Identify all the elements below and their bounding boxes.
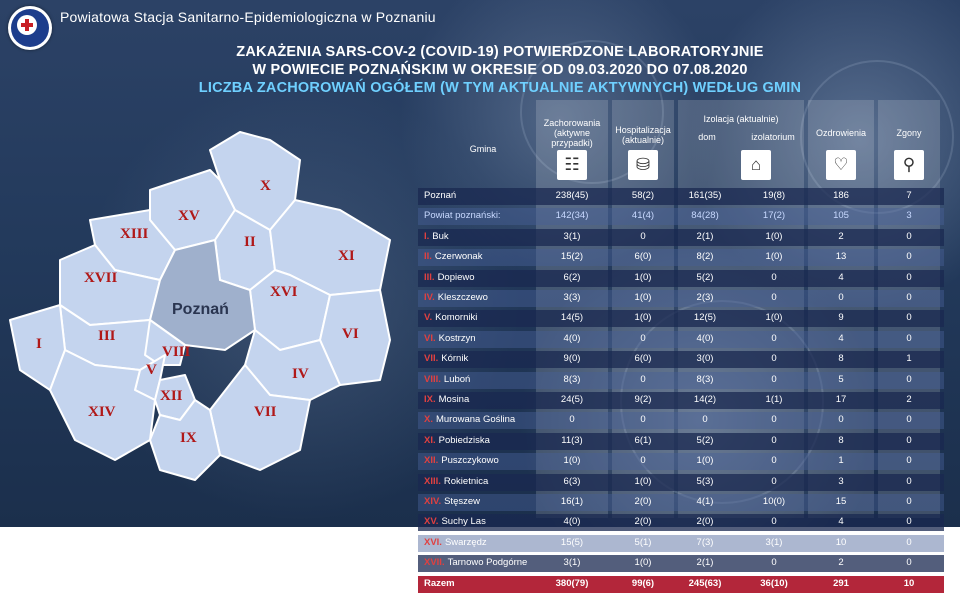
roman-numeral: VIII. [424, 373, 441, 385]
value-cell-o: 2 [838, 557, 844, 569]
value-cell-i: 0 [771, 414, 777, 426]
title-line-3: LICZBA ZACHOROWAŃ OGÓŁEM (W TYM AKTUALNIE AKTYWNYCH) WEDŁUG GMIN [198, 80, 802, 96]
roman-numeral: XII. [424, 455, 439, 467]
roman-numeral: XI. [424, 434, 436, 446]
roman-numeral: II. [424, 251, 432, 263]
gmina-cell [424, 455, 499, 466]
table-row [418, 514, 944, 531]
value-cell-h: 0 [640, 414, 646, 426]
value-cell-z: 15(2) [560, 251, 584, 263]
value-cell-zg: 0 [906, 536, 912, 548]
value-cell-h: 0 [640, 230, 646, 242]
value-cell-zg: 0 [906, 455, 912, 467]
house-icon: ⌂ [741, 150, 771, 180]
gmina-name: Buk [432, 230, 449, 242]
roman-numeral: XVI. [424, 536, 442, 548]
value-cell-o: 291 [833, 577, 849, 589]
table-row [418, 474, 944, 491]
value-cell-zg: 1 [906, 353, 912, 365]
value-cell-d: 12(5) [693, 312, 717, 324]
value-cell-i: 1(0) [765, 251, 783, 263]
table-row [418, 453, 944, 470]
gmina-cell [424, 272, 475, 283]
title-line-1: ZAKAŻENIA SARS-COV-2 (COVID-19) POTWIERDZONE LABORATORYJNIE [236, 44, 764, 60]
map-label-VI: VI [342, 326, 359, 342]
value-cell-zg: 0 [906, 373, 912, 385]
value-cell-d: 5(3) [696, 475, 714, 487]
value-cell-d: 2(1) [696, 557, 714, 569]
value-cell-d: 0 [702, 414, 708, 426]
value-cell-h: 0 [640, 455, 646, 467]
header-izolacja: Izolacja (aktualnie) [703, 114, 779, 124]
value-cell-zg: 2 [906, 394, 912, 405]
value-cell-h: 1(0) [634, 292, 652, 303]
value-cell-zg: 7 [906, 190, 912, 201]
value-cell-i: 19(8) [762, 190, 786, 201]
gmina-name: Dopiewo [437, 271, 475, 283]
table-row [418, 392, 944, 409]
value-cell-h: 6(1) [634, 434, 652, 446]
value-cell-h: 2(0) [634, 516, 652, 528]
gmina-cell [424, 312, 477, 323]
value-cell-o: 2 [838, 230, 844, 242]
value-cell-i: 0 [771, 353, 777, 365]
value-cell-i: 10(0) [762, 496, 786, 507]
map-label-poznan: Poznań [172, 301, 229, 318]
value-cell-d: 3(0) [696, 353, 714, 365]
value-cell-z: 6(3) [563, 475, 581, 487]
table-row [418, 351, 944, 368]
header-zachorowania: Zachorowania (aktywne przypadki) [543, 118, 601, 148]
value-cell-h: 1(0) [634, 557, 652, 569]
value-cell-h: 99(6) [631, 577, 655, 589]
value-cell-i: 1(0) [765, 230, 783, 242]
value-cell-zg: 10 [903, 577, 915, 589]
value-cell-o: 1 [838, 455, 844, 467]
value-cell-z: 3(1) [563, 557, 581, 569]
value-cell-z: 9(0) [563, 353, 581, 365]
value-cell-z: 0 [569, 414, 575, 426]
table-row [418, 331, 944, 348]
statistics-table [418, 100, 944, 589]
gmina-name: Powiat poznański: [424, 210, 501, 222]
gmina-cell [424, 476, 488, 487]
gmina-name: Murowana Goślina [435, 414, 516, 426]
value-cell-d: 8(3) [696, 373, 714, 385]
value-cell-o: 4 [838, 516, 844, 528]
value-cell-zg: 0 [906, 414, 912, 426]
map-label-X: X [260, 178, 271, 194]
value-cell-z: 1(0) [563, 455, 581, 467]
value-cell-z: 14(5) [560, 312, 584, 324]
value-cell-h: 2(0) [634, 496, 652, 507]
map-label-XIV: XIV [88, 404, 116, 420]
value-cell-o: 4 [838, 332, 844, 344]
gmina-name: Swarzędz [444, 536, 487, 548]
value-cell-o: 10 [835, 536, 847, 548]
gmina-cell [424, 435, 490, 446]
value-cell-zg: 0 [906, 271, 912, 283]
value-cell-o: 186 [833, 190, 849, 201]
title-line-2: W POWIECIE POZNAŃSKIM W OKRESIE OD 09.03.2020 DO 07.08.2020 [252, 62, 748, 78]
value-cell-z: 8(3) [563, 373, 581, 385]
gmina-name: Stęszew [444, 496, 480, 507]
value-cell-d: 8(2) [696, 251, 714, 263]
value-cell-z: 4(0) [563, 516, 581, 528]
value-cell-i: 0 [771, 271, 777, 283]
value-cell-zg: 0 [906, 332, 912, 344]
value-cell-d: 4(0) [696, 332, 714, 344]
value-cell-o: 17 [835, 394, 847, 405]
organization-name: Powiatowa Stacja Sanitarno-Epidemiologiczna w Poznaniu [60, 9, 436, 25]
map-label-XVI: XVI [270, 284, 298, 300]
gmina-cell [424, 537, 487, 548]
value-cell-z: 142(34) [555, 210, 589, 222]
gmina-cell [424, 516, 486, 527]
bed-icon: ⛁ [628, 150, 658, 180]
roman-numeral: VI. [424, 332, 436, 344]
gmina-name: Luboń [443, 373, 471, 385]
value-cell-h: 0 [640, 373, 646, 385]
roman-numeral: X. [424, 414, 433, 426]
value-cell-d: 7(3) [696, 536, 714, 548]
value-cell-zg: 0 [906, 516, 912, 528]
map-label-V: V [146, 362, 157, 378]
value-cell-d: 245(63) [688, 577, 722, 589]
gmina-name: Kostrzyn [438, 332, 476, 344]
value-cell-i: 3(1) [765, 536, 783, 548]
value-cell-h: 1(0) [634, 271, 652, 283]
value-cell-d: 2(1) [696, 230, 714, 242]
gmina-name: Razem [424, 577, 455, 589]
value-cell-z: 3(1) [563, 230, 581, 242]
value-cell-o: 0 [838, 414, 844, 426]
value-cell-h: 1(0) [634, 475, 652, 487]
gmina-name: Kleszczewo [437, 292, 488, 303]
value-cell-zg: 0 [906, 251, 912, 263]
value-cell-o: 4 [838, 271, 844, 283]
value-cell-i: 1(0) [765, 312, 783, 324]
gmina-cell [424, 374, 470, 385]
gmina-cell [424, 414, 515, 425]
table-row [418, 270, 944, 287]
table-row [418, 535, 944, 552]
map-label-VII: VII [254, 404, 277, 420]
value-cell-z: 11(3) [561, 434, 583, 446]
value-cell-o: 5 [838, 373, 844, 385]
header-zgony: Zgony [896, 128, 922, 138]
value-cell-z: 15(5) [560, 536, 584, 548]
value-cell-h: 5(1) [634, 536, 652, 548]
hands-icon: ♡ [826, 150, 856, 180]
value-cell-d: 161(35) [688, 190, 722, 201]
people-icon: ☷ [557, 150, 587, 180]
gmina-cell [424, 292, 488, 303]
value-cell-zg: 0 [906, 230, 912, 242]
gmina-name: Puszczykowo [441, 455, 499, 467]
header-gmina: Gmina [469, 144, 497, 154]
table-row [418, 433, 944, 450]
header-izolatorium: izolatorium [751, 132, 795, 142]
value-cell-i: 0 [771, 475, 777, 487]
map-label-VIII: VIII [162, 344, 191, 360]
value-cell-z: 3(3) [563, 292, 581, 303]
value-cell-i: 0 [771, 373, 777, 385]
gmina-name: Suchy Las [441, 516, 486, 528]
header-ozdrowienia: Ozdrowienia [815, 128, 867, 138]
value-cell-z: 238(45) [555, 190, 589, 201]
table-row [418, 229, 944, 246]
county-map [0, 110, 420, 527]
value-cell-i: 0 [771, 455, 777, 467]
roman-numeral: IV. [424, 292, 435, 303]
value-cell-i: 17(2) [762, 210, 786, 222]
map-label-XI: XI [338, 248, 355, 264]
value-cell-d: 5(2) [696, 434, 714, 446]
value-cell-h: 0 [640, 332, 646, 344]
header [0, 0, 960, 36]
map-label-III: III [98, 328, 116, 344]
value-cell-zg: 0 [906, 292, 912, 303]
value-cell-d: 2(3) [696, 292, 714, 303]
gmina-cell [424, 251, 482, 262]
value-cell-d: 14(2) [693, 394, 717, 405]
value-cell-h: 58(2) [631, 190, 655, 201]
map-label-IX: IX [180, 430, 197, 446]
value-cell-zg: 0 [906, 496, 912, 507]
value-cell-i: 1(1) [765, 394, 783, 405]
map-label-I: I [36, 336, 42, 352]
roman-numeral: I. [424, 230, 430, 242]
roman-numeral: V. [424, 312, 433, 324]
map-label-IV: IV [292, 366, 309, 382]
value-cell-o: 8 [838, 434, 844, 446]
gmina-cell [424, 557, 527, 568]
value-cell-i: 0 [771, 292, 777, 303]
gmina-name: Rokietnica [443, 475, 489, 487]
value-cell-i: 0 [771, 332, 777, 344]
table-row [418, 412, 944, 429]
gmina-name: Tarnowo Podgórne [447, 557, 528, 569]
value-cell-d: 5(2) [696, 271, 714, 283]
gmina-cell [424, 496, 480, 507]
gmina-cell [424, 353, 468, 364]
table-row [418, 310, 944, 327]
value-cell-d: 4(1) [696, 496, 714, 507]
gmina-name: Mosina [438, 394, 470, 405]
sanepid-logo [8, 6, 52, 50]
value-cell-o: 13 [835, 251, 847, 263]
value-cell-h: 6(0) [634, 251, 652, 263]
table-row [418, 188, 944, 205]
table-row [418, 576, 944, 593]
value-cell-zg: 0 [906, 312, 912, 324]
value-cell-d: 2(0) [696, 516, 714, 528]
table-row [418, 249, 944, 266]
value-cell-h: 6(0) [634, 353, 652, 365]
value-cell-d: 1(0) [696, 455, 714, 467]
value-cell-z: 6(2) [563, 271, 581, 283]
value-cell-z: 380(79) [555, 577, 589, 589]
roman-numeral: XIII. [424, 475, 441, 487]
roman-numeral: XV. [424, 516, 439, 528]
roman-numeral: III. [424, 271, 435, 283]
value-cell-zg: 0 [906, 434, 912, 446]
roman-numeral: XIV. [424, 496, 442, 507]
map-label-XVII: XVII [84, 270, 118, 286]
gmina-name: Pobiedziska [438, 434, 490, 446]
value-cell-z: 16(1) [560, 496, 584, 507]
value-cell-o: 8 [838, 353, 844, 365]
roman-numeral: IX. [424, 394, 436, 405]
value-cell-zg: 0 [906, 475, 912, 487]
table-row [418, 494, 944, 511]
ribbon-icon: ⚲ [894, 150, 924, 180]
value-cell-i: 0 [771, 434, 777, 446]
map-label-II: II [244, 234, 256, 250]
gmina-name: Kórnik [441, 353, 469, 365]
table-row [418, 290, 944, 307]
value-cell-h: 1(0) [634, 312, 652, 324]
map-label-XII: XII [160, 388, 183, 404]
value-cell-i: 0 [771, 557, 777, 569]
value-cell-o: 3 [838, 475, 844, 487]
gmina-cell [424, 231, 449, 242]
map-label-XIII: XIII [120, 226, 149, 242]
gmina-cell [424, 578, 455, 589]
value-cell-i: 36(10) [760, 577, 788, 589]
value-cell-zg: 3 [906, 210, 912, 222]
value-cell-h: 9(2) [634, 394, 652, 405]
value-cell-i: 0 [771, 516, 777, 528]
roman-numeral: XVII. [424, 557, 445, 569]
gmina-cell [424, 210, 501, 221]
value-cell-o: 9 [838, 312, 844, 324]
table-row [418, 555, 944, 572]
value-cell-z: 4(0) [563, 332, 581, 344]
gmina-cell [424, 394, 469, 405]
value-cell-zg: 0 [906, 557, 912, 569]
gmina-cell [424, 333, 476, 344]
gmina-name: Komorniki [435, 312, 478, 324]
table-row [418, 208, 944, 225]
value-cell-o: 105 [833, 210, 849, 222]
table-row [418, 372, 944, 389]
value-cell-d: 84(28) [691, 210, 719, 222]
value-cell-z: 24(5) [560, 394, 584, 405]
header-dom: dom [698, 132, 716, 142]
gmina-name: Poznań [424, 190, 457, 201]
header-hospitalizacja: Hospitalizacja (aktualnie) [615, 125, 671, 145]
gmina-cell [424, 190, 456, 201]
value-cell-o: 0 [838, 292, 844, 303]
value-cell-h: 41(4) [631, 210, 655, 222]
gmina-name: Czerwonak [434, 251, 483, 263]
roman-numeral: VII. [424, 353, 439, 365]
map-label-XV: XV [178, 208, 200, 224]
value-cell-o: 15 [835, 496, 847, 507]
